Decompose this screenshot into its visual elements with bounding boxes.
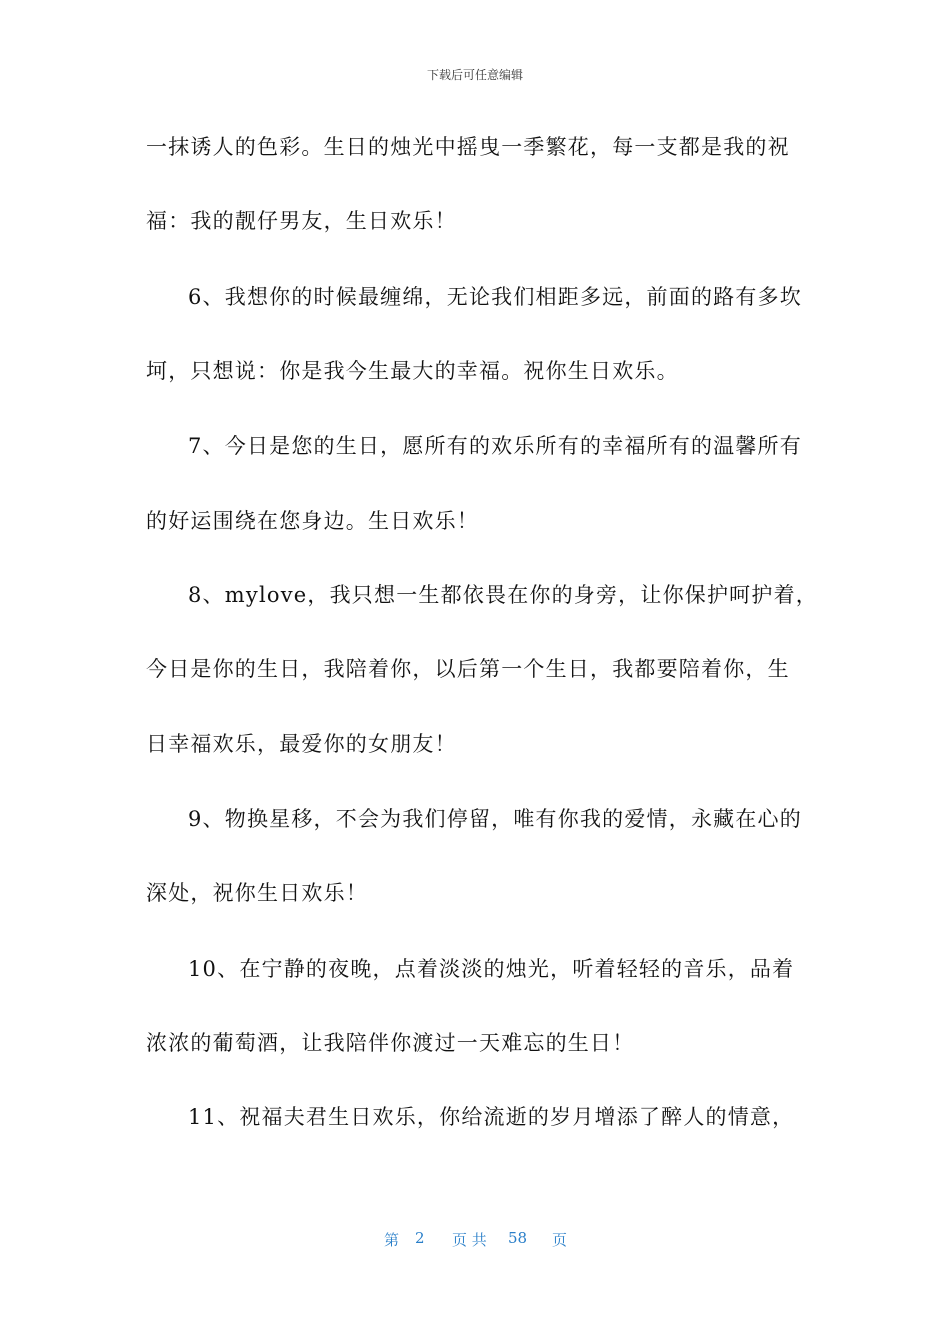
header-note: 下载后可任意编辑 <box>426 68 523 82</box>
footer-ye-gong: 页 共 <box>452 1231 487 1249</box>
body-line: 浓浓的葡萄酒，让我陪伴你渡过一天难忘的生日！ <box>146 1031 635 1055</box>
footer-total-pages: 58 <box>508 1229 528 1247</box>
body-line: 一抹诱人的色彩。生日的烛光中摇曳一季繁花，每一支都是我的祝 <box>146 135 790 159</box>
footer-di: 第 <box>384 1231 400 1249</box>
body-line: 深处，祝你生日欢乐！ <box>146 881 368 905</box>
body-line: 11、祝福夫君生日欢乐，你给流逝的岁月增添了醉人的情意， <box>188 1105 795 1129</box>
body-line: 福：我的靓仔男友，生日欢乐！ <box>146 209 457 233</box>
body-line: 7、今日是您的生日，愿所有的欢乐所有的幸福所有的温馨所有 <box>188 434 802 458</box>
footer-page-number: 2 <box>415 1229 425 1247</box>
body-line: 今日是你的生日，我陪着你，以后第一个生日，我都要陪着你，生 <box>146 657 790 681</box>
body-line: 8、mylove，我只想一生都依畏在你的身旁，让你保护呵护着， <box>188 583 818 607</box>
body-line: 6、我想你的时候最缠绵，无论我们相距多远，前面的路有多坎 <box>188 285 802 309</box>
body-line: 日幸福欢乐，最爱你的女朋友！ <box>146 732 457 756</box>
body-line: 10、在宁静的夜晚，点着淡淡的烛光，听着轻轻的音乐，品着 <box>188 957 795 981</box>
footer-ye: 页 <box>552 1231 568 1249</box>
body-line: 9、物换星移，不会为我们停留，唯有你我的爱情，永藏在心的 <box>188 807 802 831</box>
body-line: 的好运围绕在您身边。生日欢乐！ <box>146 509 479 533</box>
body-line: 坷，只想说：你是我今生最大的幸福。祝你生日欢乐。 <box>146 359 679 383</box>
